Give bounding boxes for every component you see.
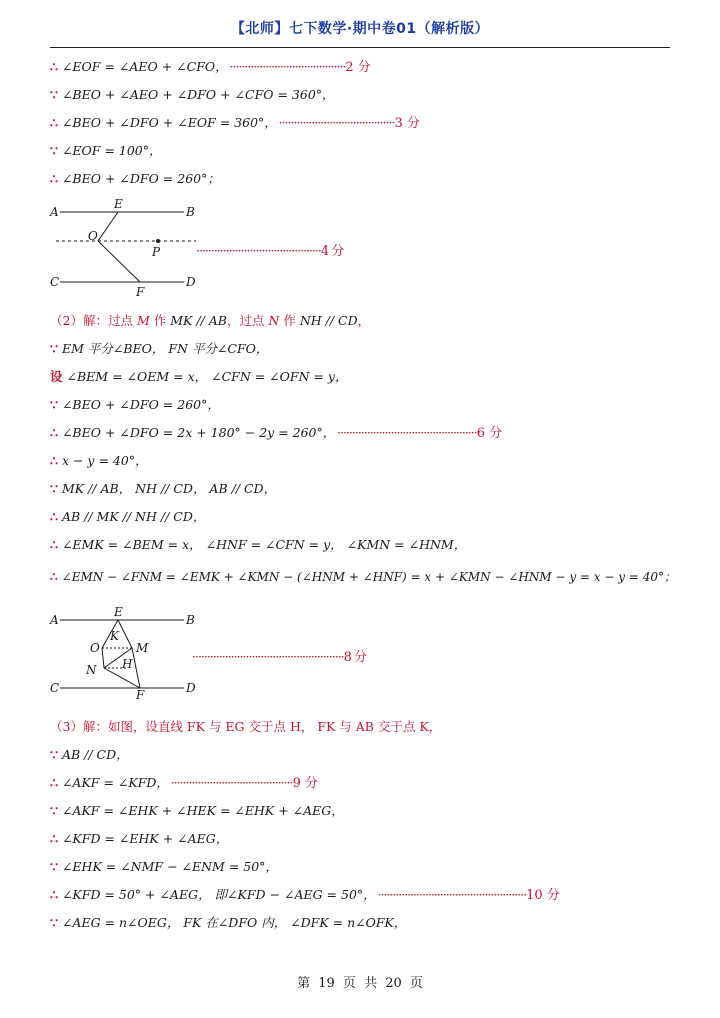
logic-symbol: ∵ <box>50 803 58 818</box>
score-mark: 4 分 <box>320 244 344 259</box>
solution-line <box>50 84 335 106</box>
score-mark: 6 分 <box>476 426 503 441</box>
intro-mid3: 作 <box>279 313 300 328</box>
logic-symbol: ∵ <box>50 859 58 874</box>
label-f: F <box>136 688 145 700</box>
logic-symbol: ∵ <box>50 87 58 102</box>
score-dots: ·········································· <box>196 243 321 258</box>
solution-line <box>50 450 148 472</box>
logic-symbol: ∴ <box>50 775 58 790</box>
logic-symbol: ∴ <box>50 831 58 846</box>
segment-on <box>102 648 104 668</box>
point-p <box>156 239 160 243</box>
intro-mid2: ，过点 <box>226 313 269 328</box>
point-m: M <box>136 313 150 328</box>
label-a: A <box>50 613 59 627</box>
solution-line <box>50 566 676 588</box>
intro-text: （3）解：如图，设直线 FK 与 EG 交于点 H， FK 与 AB 交于点 K， <box>50 719 442 734</box>
score-dots: ······································· <box>229 59 346 74</box>
score-dots: ··················································· <box>192 649 344 664</box>
logic-symbol: ∴ <box>50 59 58 74</box>
label-h: H <box>122 657 133 671</box>
label-e: E <box>114 197 123 211</box>
intro-mid1: 作 <box>149 313 171 328</box>
part3-intro-line <box>50 716 441 738</box>
equation-text: AB // MK // NH // CD， <box>61 509 206 524</box>
equation-text: ∠BEO + ∠DFO + ∠EOF = 360°， <box>61 115 271 130</box>
solution-line <box>50 394 220 416</box>
page-footer: 第 19 页 共 20 页 <box>297 976 423 991</box>
figure1-score-line <box>196 240 343 259</box>
label-n: N <box>86 663 97 677</box>
equation-text: ∠EMK = ∠BEM = x， ∠HNF = ∠CFN = y， ∠KMN = ∠HNM， <box>61 537 467 552</box>
equation-text: ∠AEG = n∠OEG， FK 在∠DFO 内， ∠DFK = n∠OFK， <box>61 915 407 930</box>
equation-text: ∠EMN − ∠FNM = ∠EMK + ∠KMN − (∠HNM + ∠HNF) = x + ∠KMN − ∠HNM − y = x − y = 40°； <box>61 570 676 584</box>
logic-symbol: ∵ <box>50 915 58 930</box>
solution-line <box>50 56 371 78</box>
logic-symbol: ∴ <box>50 171 58 186</box>
solution-line <box>50 506 205 528</box>
equation-text: ∠EOF = ∠AEO + ∠CFO， <box>61 59 222 74</box>
segment-em <box>118 620 132 648</box>
intro-end: ， <box>357 313 371 328</box>
equation-text: ∠BEO + ∠DFO = 260°； <box>61 171 220 186</box>
equation-text: ∠BEM = ∠OEM = x， ∠CFN = ∠OFN = y， <box>66 369 348 384</box>
segment-eo <box>98 212 118 241</box>
solution-line <box>50 338 268 360</box>
point-n: N <box>268 313 280 328</box>
logic-symbol: ∴ <box>50 537 58 552</box>
equation-text: ∠AKF = ∠KFD， <box>61 775 163 790</box>
logic-symbol: ∵ <box>50 397 58 412</box>
equation-text: x − y = 40°， <box>61 453 148 468</box>
label-d: D <box>186 681 196 695</box>
label-e: E <box>114 605 123 619</box>
label-o: O <box>88 229 98 243</box>
equation-text: ∠AKF = ∠EHK + ∠HEK = ∠EHK + ∠AEG， <box>61 803 344 818</box>
solution-line <box>50 534 466 556</box>
label-b: B <box>186 613 195 627</box>
parallel-mk: MK // AB <box>170 313 227 328</box>
header-divider <box>50 47 670 48</box>
solution-line <box>50 168 220 190</box>
equation-text: ∠EHK = ∠NMF − ∠ENM = 50°， <box>61 859 278 874</box>
score-dots: ·················································· <box>377 887 527 902</box>
solution-line <box>50 140 162 162</box>
label-c: C <box>50 681 60 695</box>
equation-text: ∠BEO + ∠DFO = 2x + 180° − 2y = 260°， <box>61 425 329 440</box>
parallel-nh: NH // CD <box>299 313 358 328</box>
label-o: O <box>90 641 100 655</box>
score-dots: ······································· <box>278 115 395 130</box>
logic-symbol: ∵ <box>50 341 58 356</box>
logic-symbol: 设 <box>50 369 63 384</box>
solution-line <box>50 828 228 850</box>
intro-prefix: （2）解：过点 <box>50 313 137 328</box>
logic-symbol: ∵ <box>50 481 58 496</box>
logic-symbol: ∴ <box>50 425 58 440</box>
geometry-figure-1 <box>48 196 208 300</box>
logic-symbol: ∴ <box>50 570 58 584</box>
label-c: C <box>50 275 60 289</box>
score-mark: 2 分 <box>345 60 371 75</box>
equation-text: ∠BEO + ∠AEO + ∠DFO + ∠CFO = 360°， <box>61 87 335 102</box>
segment-nf <box>104 668 140 688</box>
label-p: P <box>152 245 161 259</box>
label-d: D <box>186 275 196 289</box>
solution-line <box>50 884 560 906</box>
page-header-title: 【北师】七下数学·期中卷01（解析版） <box>230 21 490 37</box>
segment-of <box>98 241 140 282</box>
solution-line <box>50 366 348 388</box>
label-k: K <box>110 629 119 643</box>
logic-symbol: ∵ <box>50 747 58 762</box>
solution-line <box>50 478 276 500</box>
equation-text: ∠BEO + ∠DFO = 260°， <box>61 397 220 412</box>
score-mark: 8 分 <box>343 650 367 665</box>
solution-line <box>50 112 420 134</box>
equation-text: ∠KFD = 50° + ∠AEG， 即∠KFD − ∠AEG = 50°， <box>61 887 370 902</box>
equation-text: AB // CD， <box>61 747 129 762</box>
label-m: M <box>136 641 149 655</box>
solution-line <box>50 744 129 766</box>
geometry-figure-2 <box>48 604 208 700</box>
part2-intro-line <box>50 310 370 332</box>
score-mark: 10 分 <box>526 888 560 903</box>
solution-line <box>50 772 318 794</box>
solution-line <box>50 912 406 934</box>
score-mark: 3 分 <box>394 116 420 131</box>
solution-line <box>50 422 502 444</box>
logic-symbol: ∴ <box>50 509 58 524</box>
solution-line <box>50 856 278 878</box>
logic-symbol: ∵ <box>50 143 58 158</box>
equation-text: ∠EOF = 100°， <box>61 143 162 158</box>
score-mark: 9 分 <box>292 776 318 791</box>
label-a: A <box>50 205 59 219</box>
logic-symbol: ∴ <box>50 887 58 902</box>
equation-text: ∠KFD = ∠EHK + ∠AEG， <box>61 831 229 846</box>
score-dots: ··············································· <box>337 425 477 440</box>
equation-text: MK // AB， NH // CD， AB // CD， <box>61 481 277 496</box>
label-b: B <box>186 205 195 219</box>
logic-symbol: ∴ <box>50 453 58 468</box>
label-f: F <box>136 285 145 299</box>
equation-text: EM 平分∠BEO， FN 平分∠CFO， <box>61 341 269 356</box>
solution-line <box>50 800 344 822</box>
figure2-score-line <box>192 646 366 665</box>
logic-symbol: ∴ <box>50 115 58 130</box>
score-dots: ········································· <box>170 775 293 790</box>
